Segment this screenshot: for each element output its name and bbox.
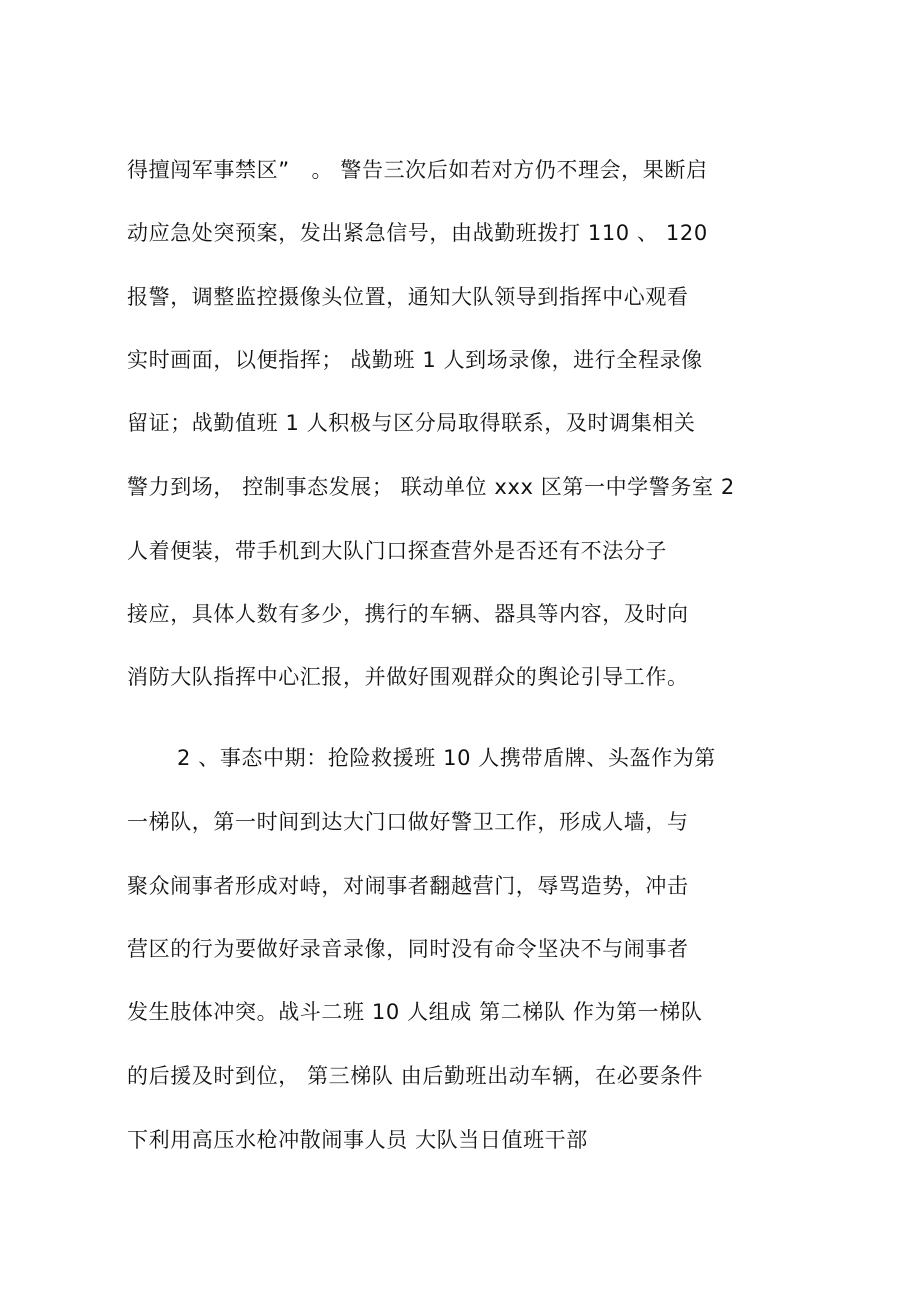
- paragraph-1-line-7: 人着便装，带手机到大队门口探查营外是否还有不法分子: [127, 539, 667, 563]
- paragraph-2-line-6: 的后援及时到位， 第三梯队 由后勤班出动车辆，在必要条件: [127, 1064, 704, 1088]
- paragraph-2-line-7: 下利用高压水枪冲散闹事人员 大队当日值班干部: [127, 1128, 588, 1152]
- paragraph-2-line-2: 一梯队，第一时间到达大门口做好警卫工作，形成人墙，与: [127, 810, 689, 834]
- paragraph-1-line-1: 得擅闯军事禁区” 。 警告三次后如若对方仍不理会，果断启: [127, 158, 708, 182]
- paragraph-2-line-4: 营区的行为要做好录音录像，同时没有命令坚决不与闹事者: [127, 937, 689, 961]
- paragraph-1-line-6: 警力到场， 控制事态发展； 联动单位 xxx 区第一中学警务室 2: [127, 475, 735, 499]
- paragraph-2-line-1: 2 、事态中期：抢险救援班 10 人携带盾牌、头盔作为第: [177, 746, 716, 770]
- paragraph-2-line-5: 发生肢体冲突。战斗二班 10 人组成 第二梯队 作为第一梯队: [127, 1000, 703, 1024]
- paragraph-1-line-3: 报警，调整监控摄像头位置，通知大队领导到指挥中心观看: [127, 285, 689, 309]
- paragraph-2-line-3: 聚众闹事者形成对峙，对闹事者翻越营门，辱骂造势，冲击: [127, 874, 689, 898]
- paragraph-1-line-9: 消防大队指挥中心汇报，并做好围观群众的舆论引导工作。: [127, 665, 689, 689]
- paragraph-1-line-2: 动应急处突预案，发出紧急信号，由战勤班拨打 110 、 120: [127, 221, 708, 245]
- paragraph-1-line-5: 留证；战勤值班 1 人积极与区分局取得联系，及时调集相关: [127, 411, 696, 435]
- paragraph-1-line-8: 接应，具体人数有多少，携行的车辆、器具等内容，及时向: [127, 602, 689, 626]
- paragraph-1-line-4: 实时画面，以便指挥； 战勤班 1 人到场录像，进行全程录像: [127, 348, 703, 372]
